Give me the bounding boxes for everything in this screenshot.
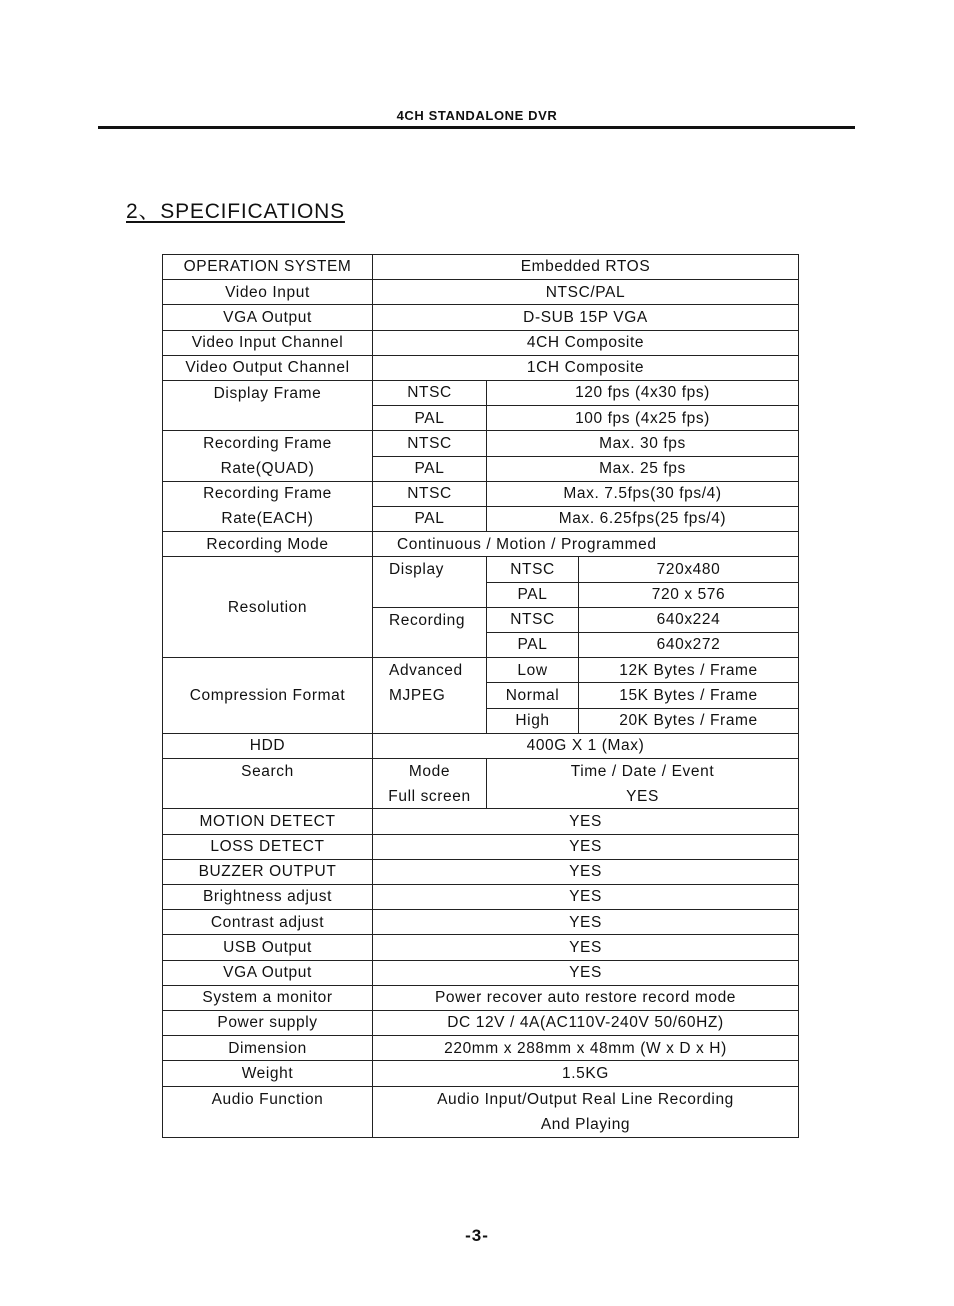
compression-low-value: 12K Bytes / Frame bbox=[579, 658, 798, 683]
display-frame-ntsc-label: NTSC bbox=[373, 381, 487, 406]
rec-frame-each-ntsc-label: NTSC bbox=[373, 482, 487, 507]
spec-label-motion-detect: MOTION DETECT bbox=[163, 809, 373, 834]
spec-label-power-supply: Power supply bbox=[163, 1011, 373, 1036]
spec-label-video-output-channel: Video Output Channel bbox=[163, 356, 373, 381]
spec-value-video-output-channel: 1CH Composite bbox=[373, 356, 798, 381]
rec-frame-each-pal-value: Max. 6.25fps(25 fps/4) bbox=[487, 507, 798, 532]
spec-value-video-input-channel: 4CH Composite bbox=[373, 331, 798, 356]
spec-label-video-input-channel: Video Input Channel bbox=[163, 331, 373, 356]
spec-value-loss-detect: YES bbox=[373, 835, 798, 860]
spec-label-vga-output-2: VGA Output bbox=[163, 961, 373, 986]
spec-value-weight: 1.5KG bbox=[373, 1061, 798, 1086]
spec-label-compression-format: Compression Format bbox=[163, 658, 373, 734]
resolution-display-pal-value: 720 x 576 bbox=[579, 583, 798, 608]
compression-type-line2: MJPEG bbox=[389, 686, 446, 704]
resolution-display-label: Display bbox=[373, 557, 487, 607]
search-fullscreen-label: Full screen bbox=[373, 784, 487, 809]
rec-frame-quad-label-line1: Recording Frame bbox=[203, 434, 332, 452]
spec-value-hdd: 400G X 1 (Max) bbox=[373, 734, 798, 759]
resolution-recording-ntsc-label: NTSC bbox=[487, 608, 579, 633]
spec-value-audio-function bbox=[373, 1087, 798, 1137]
page-number: -3- bbox=[465, 1226, 489, 1245]
display-frame-ntsc-value: 120 fps (4x30 fps) bbox=[487, 381, 798, 406]
document-header-title: 4CH STANDALONE DVR bbox=[396, 108, 558, 123]
compression-high-value: 20K Bytes / Frame bbox=[579, 709, 798, 734]
spec-label-audio-function: Audio Function bbox=[163, 1087, 373, 1137]
spec-value-usb-output: YES bbox=[373, 935, 798, 960]
spec-label-dimension: Dimension bbox=[163, 1036, 373, 1061]
spec-label-system-monitor: System a monitor bbox=[163, 986, 373, 1011]
spec-label-buzzer-output: BUZZER OUTPUT bbox=[163, 860, 373, 885]
spec-label-recording-mode: Recording Mode bbox=[163, 532, 373, 557]
display-frame-pal-value: 100 fps (4x25 fps) bbox=[487, 406, 798, 431]
spec-label-rec-frame-quad bbox=[163, 431, 373, 481]
spec-value-brightness-adjust: YES bbox=[373, 885, 798, 910]
resolution-recording-ntsc-value: 640x224 bbox=[579, 608, 798, 633]
spec-label-usb-output: USB Output bbox=[163, 935, 373, 960]
resolution-display-ntsc-value: 720x480 bbox=[579, 557, 798, 582]
resolution-recording-label: Recording bbox=[373, 608, 487, 658]
spec-label-search: Search bbox=[163, 759, 373, 809]
rec-frame-each-ntsc-value: Max. 7.5fps(30 fps/4) bbox=[487, 482, 798, 507]
spec-label-hdd: HDD bbox=[163, 734, 373, 759]
spec-value-system-monitor: Power recover auto restore record mode bbox=[373, 986, 798, 1011]
spec-value-recording-mode: Continuous / Motion / Programmed bbox=[373, 532, 798, 557]
spec-value-dimension: 220mm x 288mm x 48mm (W x D x H) bbox=[373, 1036, 798, 1061]
rec-frame-each-pal-label: PAL bbox=[373, 507, 487, 532]
spec-label-loss-detect: LOSS DETECT bbox=[163, 835, 373, 860]
spec-value-power-supply: DC 12V / 4A(AC110V-240V 50/60HZ) bbox=[373, 1011, 798, 1036]
rec-frame-quad-pal-label: PAL bbox=[373, 457, 487, 482]
compression-low-label: Low bbox=[487, 658, 579, 683]
spec-label-brightness-adjust: Brightness adjust bbox=[163, 885, 373, 910]
display-frame-pal-label: PAL bbox=[373, 406, 487, 431]
search-mode-label: Mode bbox=[373, 759, 487, 784]
spec-value-contrast-adjust: YES bbox=[373, 910, 798, 935]
spec-label-resolution: Resolution bbox=[163, 557, 373, 658]
rec-frame-quad-label-line2: Rate(QUAD) bbox=[220, 459, 315, 477]
compression-type-line1: Advanced bbox=[389, 661, 463, 679]
resolution-display-pal-label: PAL bbox=[487, 583, 579, 608]
spec-label-display-frame: Display Frame bbox=[163, 381, 373, 431]
header-divider bbox=[98, 126, 855, 129]
section-title: 2、SPECIFICATIONS bbox=[126, 200, 345, 223]
spec-value-vga-output-2: YES bbox=[373, 961, 798, 986]
rec-frame-quad-ntsc-value: Max. 30 fps bbox=[487, 431, 798, 456]
spec-value-video-input: NTSC/PAL bbox=[373, 280, 798, 305]
resolution-recording-pal-value: 640x272 bbox=[579, 633, 798, 658]
rec-frame-each-label-line1: Recording Frame bbox=[203, 485, 332, 503]
resolution-recording-pal-label: PAL bbox=[487, 633, 579, 658]
search-mode-value: Time / Date / Event bbox=[570, 762, 715, 780]
spec-value-operation-system: Embedded RTOS bbox=[373, 255, 798, 280]
spec-value-vga-output: D-SUB 15P VGA bbox=[373, 305, 798, 330]
spec-label-video-input: Video Input bbox=[163, 280, 373, 305]
spec-label-contrast-adjust: Contrast adjust bbox=[163, 910, 373, 935]
compression-high-label: High bbox=[487, 709, 579, 734]
compression-type bbox=[373, 658, 487, 734]
rec-frame-quad-ntsc-label: NTSC bbox=[373, 431, 487, 456]
spec-label-rec-frame-each bbox=[163, 482, 373, 532]
compression-normal-value: 15K Bytes / Frame bbox=[579, 683, 798, 708]
spec-label-weight: Weight bbox=[163, 1061, 373, 1086]
search-fullscreen-value: YES bbox=[487, 784, 798, 809]
spec-label-operation-system: OPERATION SYSTEM bbox=[163, 255, 373, 280]
resolution-display-ntsc-label: NTSC bbox=[487, 557, 579, 582]
rec-frame-each-label-line2: Rate(EACH) bbox=[221, 510, 314, 528]
spec-value-motion-detect: YES bbox=[373, 809, 798, 834]
rec-frame-quad-pal-value: Max. 25 fps bbox=[487, 457, 798, 482]
compression-normal-label: Normal bbox=[487, 683, 579, 708]
spec-label-vga-output: VGA Output bbox=[163, 305, 373, 330]
specifications-table bbox=[162, 254, 799, 1138]
spec-value-buzzer-output: YES bbox=[373, 860, 798, 885]
audio-function-line1: Audio Input/Output Real Line Recording bbox=[437, 1090, 734, 1108]
audio-function-line2: And Playing bbox=[540, 1115, 631, 1133]
